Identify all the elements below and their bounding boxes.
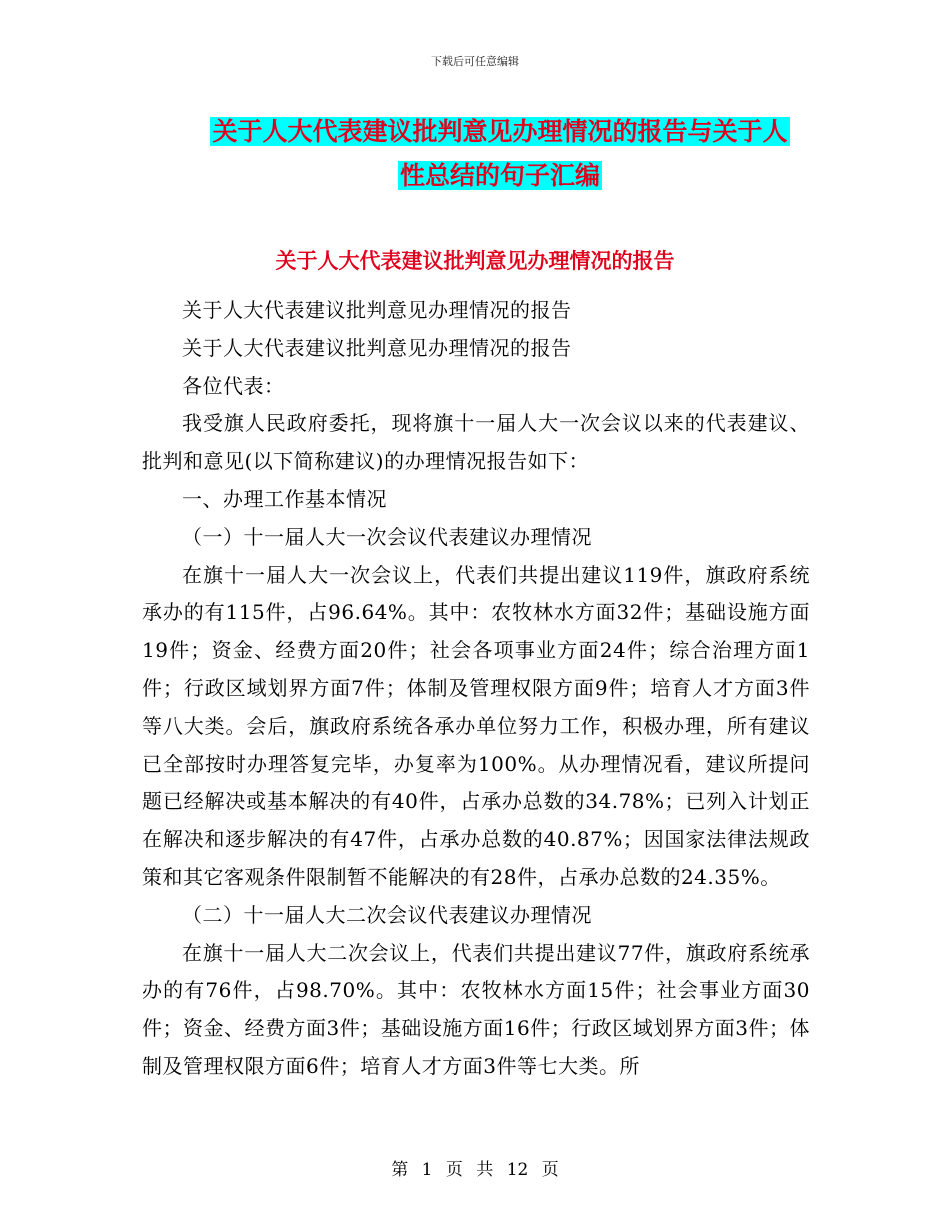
- document-title: [195, 110, 805, 198]
- page-number: 1: [421, 1160, 433, 1180]
- section-heading: 一、办理工作基本情况: [182, 486, 387, 511]
- section-title: 关于人大代表建议批判意见办理情况的报告: [275, 249, 675, 273]
- paragraph: 在旗十一届人大一次会议上，代表们共提出建议119件，旗政府系统承办的有115件，占96.64%。其中：农牧林水方面32件；基础设施方面19件；资金、经费方面20件；社会各项事业方面24件；综合治理方面1件；行政区域划界方面7件；体制及管理权限方面9件；培育人才方面3件等八大类。会后，旗政府系统各承办单位努力工作，积极办理，所有建议已全部按时办理答复完毕，办复率为100%。从办理情况看，建议所提问题已经解决或基本解决的有40件，占承办总数的34.78%；已列入计划正在解决和逐步解决的有47件，占承办总数的40.87%；因国家法律法规政策和其它客观条件限制暂不能解决的有28件，占承办总数的24.35%。: [142, 562, 810, 889]
- footer-page-word: 页: [445, 1160, 463, 1180]
- title-line-1: 关于人大代表建议批判意见办理情况的报告与关于人: [212, 117, 788, 146]
- page-footer: [0, 1155, 950, 1180]
- paragraph: 关于人大代表建议批判意见办理情况的报告: [182, 298, 572, 322]
- subsection-heading: （一）十一届人大一次会议代表建议办理情况: [182, 524, 592, 549]
- document-body: [142, 292, 810, 1086]
- subsection-heading: （二）十一届人大二次会议代表建议办理情况: [182, 902, 592, 927]
- page-total: 12: [506, 1160, 529, 1180]
- footer-prefix: 第: [391, 1160, 409, 1180]
- title-line-2: 性总结的句子汇编: [399, 161, 600, 190]
- salutation: 各位代表：: [182, 373, 285, 398]
- paragraph: 我受旗人民政府委托，现将旗十一届人大一次会议以来的代表建议、批判和意见(以下简称建议)的办理情况报告如下：: [142, 411, 810, 474]
- paragraph: 在旗十一届人大二次会议上，代表们共提出建议77件，旗政府系统承办的有76件，占98.70%。其中：农牧林水方面15件；社会事业方面30件；资金、经费方面3件；基础设施方面16件；行政区域划界方面3件；体制及管理权限方面6件；培育人才方面3件等七大类。所: [142, 940, 810, 1078]
- paragraph: 关于人大代表建议批判意见办理情况的报告: [182, 335, 572, 360]
- header-note: 下载后可任意编辑: [431, 55, 519, 68]
- footer-suffix: 页: [541, 1160, 559, 1180]
- footer-total-word: 共: [476, 1160, 494, 1180]
